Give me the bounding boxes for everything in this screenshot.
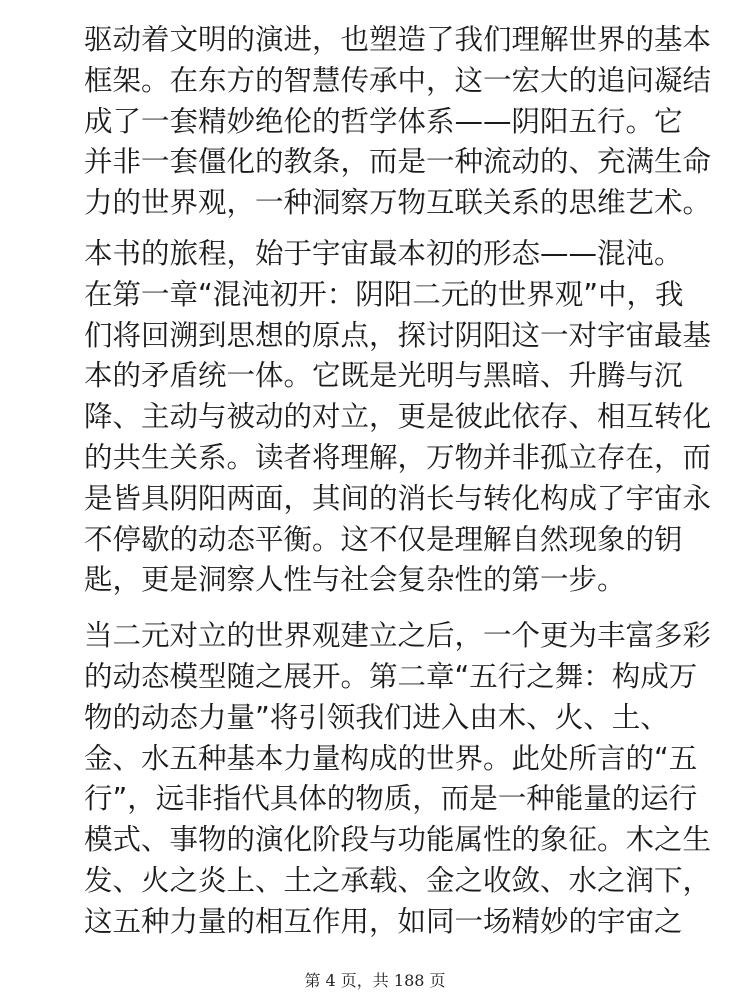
text-line: 成了一套精妙绝伦的哲学体系——阴阳五行。它 xyxy=(84,104,683,138)
paragraph-2 xyxy=(84,234,712,601)
text-line: 框架。在东方的智慧传承中，这一宏大的追问凝结 xyxy=(84,63,712,97)
text-line: 们将回溯到思想的原点，探讨阴阳这一对宇宙最基 xyxy=(84,318,712,352)
text-line: 驱动着文明的演进，也塑造了我们理解世界的基本 xyxy=(84,23,712,56)
text-line: 行”，远非指代具体的物质，而是一种能量的运行 xyxy=(84,782,698,816)
text-line: 降、主动与被动的对立，更是彼此依存、相互转化 xyxy=(84,400,712,434)
text-line: 模式、事物的演化阶段与功能属性的象征。木之生 xyxy=(84,823,712,857)
text-line: 发、火之炎上、土之承载、金之收敛、水之润下， xyxy=(84,863,712,897)
text-line: 本的矛盾统一体。它既是光明与黑暗、升腾与沉 xyxy=(84,359,683,393)
text-line: 是皆具阴阳两面，其间的消长与转化构成了宇宙永 xyxy=(84,481,712,515)
text-line: 力的世界观，一种洞察万物互联关系的思维艺术。 xyxy=(84,186,712,220)
text-line: 的共生关系。读者将理解，万物并非孤立存在，而 xyxy=(84,440,712,474)
page-number-footer: 第 4 页，共 188 页 xyxy=(304,971,446,990)
text-line: 金、水五种基本力量构成的世界。此处所言的“五 xyxy=(84,741,698,775)
text-line: 物的动态力量”将引领我们进入由木、火、土、 xyxy=(84,700,669,734)
text-line: 当二元对立的世界观建立之后，一个更为丰富多彩 xyxy=(84,619,712,653)
text-line: 本书的旅程，始于宇宙最本初的形态——混沌。 xyxy=(84,236,683,270)
text-line: 匙，更是洞察人性与社会复杂性的第一步。 xyxy=(84,563,626,597)
text-line: 在第一章“混沌初开：阴阳二元的世界观”中，我 xyxy=(84,277,684,311)
text-line: 的动态模型随之展开。第二章“五行之舞：构成万 xyxy=(84,659,698,693)
paragraph-3 xyxy=(84,616,712,942)
paragraph-gap xyxy=(84,224,684,234)
text-line: 不停歇的动态平衡。这不仅是理解自然现象的钥 xyxy=(84,522,683,556)
text-line: 并非一套僵化的教条，而是一种流动的、充满生命 xyxy=(84,145,712,179)
body-text xyxy=(84,20,712,943)
text-line: 这五种力量的相互作用，如同一场精妙的宇宙之 xyxy=(84,904,683,938)
paragraph-gap xyxy=(84,601,684,616)
paragraph-1 xyxy=(84,20,712,224)
